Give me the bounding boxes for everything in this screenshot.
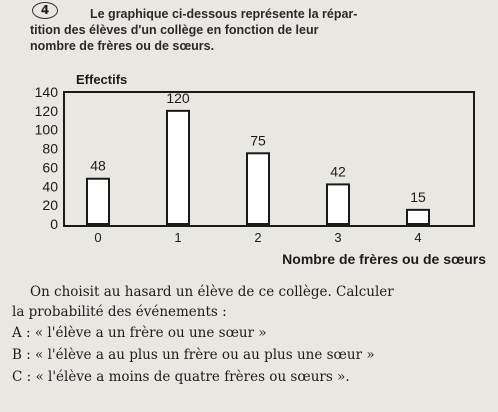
value-label: 120 (166, 89, 190, 106)
bars-group (87, 111, 429, 224)
bar-chart (0, 60, 498, 272)
exercise-number-badge: 4 (32, 2, 58, 19)
exercise-intro (30, 6, 470, 54)
y-tick-labels (35, 84, 59, 232)
y-tick-label: 140 (34, 84, 58, 100)
x-tick-label: 3 (334, 230, 342, 245)
intro-line-1: Le graphique ci-dessous représente la répar- (90, 7, 358, 21)
y-tick-label: 20 (42, 197, 58, 214)
x-tick-label: 4 (414, 230, 422, 245)
chart-xlabel: Nombre de frères ou de sœurs (282, 251, 486, 267)
chart-ylabel: Effectifs (76, 72, 128, 87)
question-block (12, 282, 492, 388)
event-b: B : « l'élève a au plus un frère ou au plus une sœur » (12, 347, 375, 363)
x-tick-label: 0 (94, 230, 102, 245)
value-label: 75 (250, 132, 266, 149)
intro-line-3: nombre de frères ou de sœurs. (30, 39, 215, 53)
bar (407, 210, 429, 224)
value-label: 15 (410, 188, 426, 205)
x-tick-label: 2 (254, 230, 262, 245)
intro-line-2: tition des élèves d'un collège en fonction de leur (30, 23, 319, 37)
y-tick-label: 60 (42, 159, 58, 176)
question-line-1: On choisit au hasard un élève de ce collège. Calculer (30, 284, 394, 300)
y-tick-label: 120 (34, 102, 58, 119)
bar (327, 184, 349, 224)
question-line-2: la probabilité des événements : (12, 304, 227, 320)
bar (247, 153, 269, 224)
y-tick-label: 100 (34, 121, 58, 138)
x-tick-labels (94, 230, 421, 245)
y-tick-label: 40 (42, 178, 58, 195)
event-c: C : « l'élève a moins de quatre frères ou sœurs ». (12, 369, 350, 385)
bar (87, 179, 109, 224)
value-label: 42 (330, 163, 346, 180)
x-tick-label: 1 (174, 230, 182, 245)
event-a: A : « l'élève a un frère ou une sœur » (12, 325, 267, 341)
value-label: 48 (90, 157, 106, 174)
y-tick-label: 80 (42, 140, 58, 157)
bar (167, 111, 189, 224)
y-tick-label: 0 (50, 216, 58, 232)
